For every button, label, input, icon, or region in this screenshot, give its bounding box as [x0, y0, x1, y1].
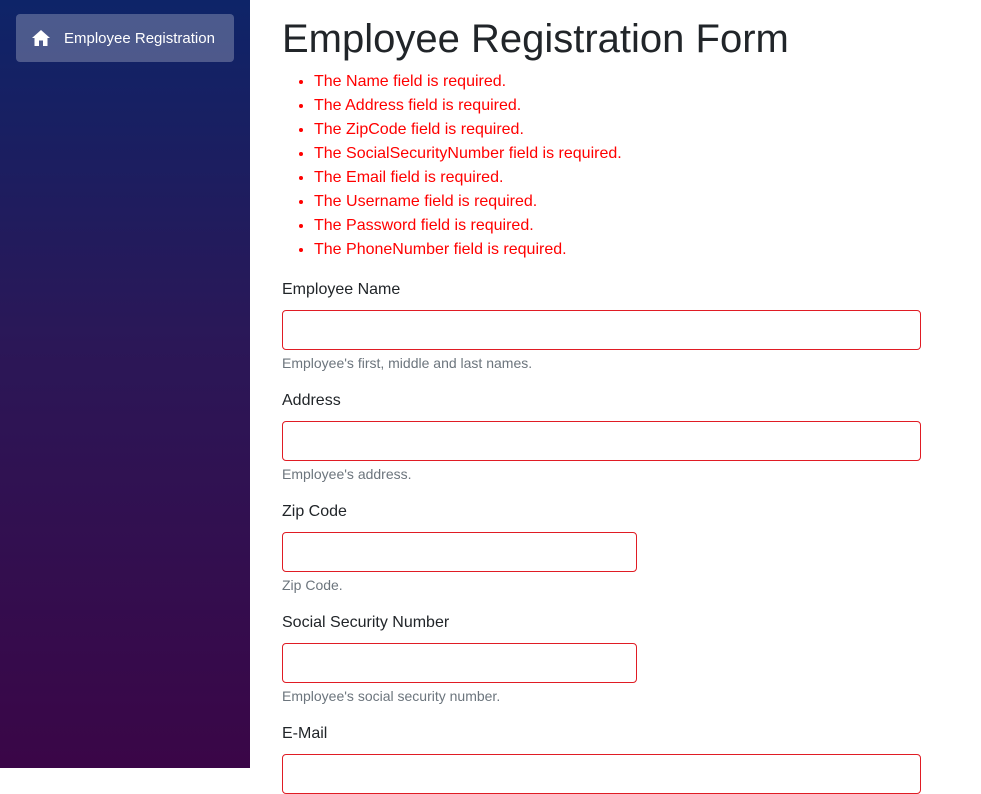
- zip-code-group: [282, 502, 637, 594]
- nav-item-employee-registration[interactable]: [16, 14, 234, 62]
- ssn-label: Social Security Number: [282, 614, 450, 631]
- email-group: [282, 724, 921, 794]
- home-icon: [31, 28, 51, 48]
- address-input[interactable]: [282, 421, 921, 461]
- employee-name-help: Employee's first, middle and last names.: [282, 355, 533, 371]
- zip-code-label: Zip Code: [282, 503, 347, 520]
- error-message: • The PhoneNumber field is required.: [314, 238, 622, 262]
- employee-name-group: [282, 280, 921, 372]
- zip-code-help: Zip Code.: [282, 577, 343, 593]
- zip-code-input[interactable]: [282, 532, 637, 572]
- ssn-group: [282, 613, 637, 705]
- email-label: E-Mail: [282, 725, 328, 742]
- error-message: • The Username field is required.: [314, 190, 622, 214]
- ssn-input[interactable]: [282, 643, 637, 683]
- error-message: • The Password field is required.: [314, 214, 622, 238]
- address-label: Address: [282, 392, 341, 409]
- address-group: [282, 391, 921, 483]
- error-message: • The Address field is required.: [314, 94, 622, 118]
- email-input[interactable]: [282, 754, 921, 794]
- error-message: • The SocialSecurityNumber field is required.: [314, 142, 622, 166]
- error-message: • The Name field is required.: [314, 70, 622, 94]
- page-title: Employee Registration Form: [282, 17, 789, 61]
- validation-summary: [282, 70, 622, 262]
- sidebar: [0, 0, 250, 768]
- nav-item-label: Employee Registration: [64, 29, 215, 47]
- employee-name-input[interactable]: [282, 310, 921, 350]
- employee-name-label: Employee Name: [282, 281, 401, 298]
- error-message: • The Email field is required.: [314, 166, 622, 190]
- address-help: Employee's address.: [282, 466, 412, 482]
- error-message: • The ZipCode field is required.: [314, 118, 622, 142]
- ssn-help: Employee's social security number.: [282, 688, 501, 704]
